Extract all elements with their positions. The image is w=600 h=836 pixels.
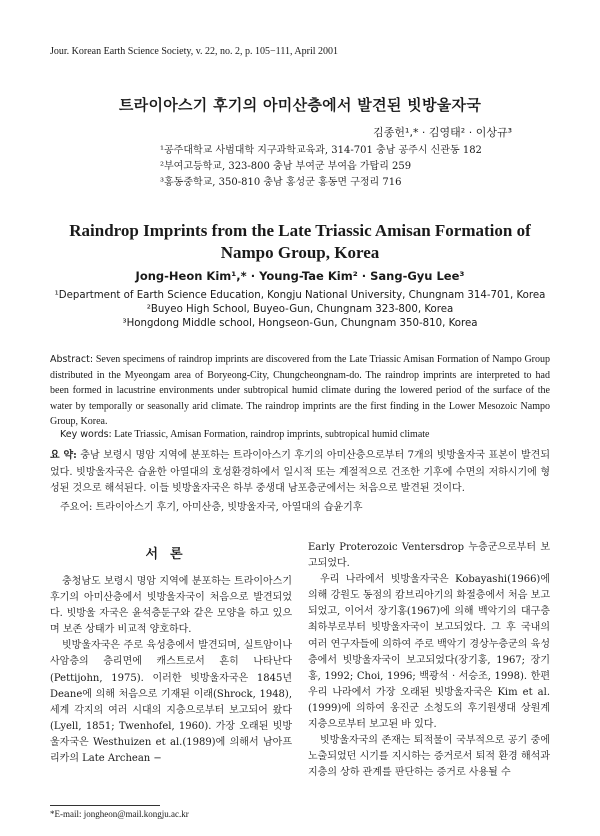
- abstract-label: Abstract:: [50, 354, 94, 365]
- left-paragraph-1: 충청남도 보령시 명암 지역에 분포하는 트라이아스기 후기의 아미산층에서 빗방울자국이 처음으로 발견되었다. 빗방울 자국은 윤석층둔구와 같은 모양을 하고 있으며 보존 상태가 비교적 양호하다.: [50, 576, 292, 636]
- korean-abstract-text: 충남 보령시 명암 지역에 분포하는 트라이아스기 후기의 아미산층으로부터 7개의 빗방울자국 표본이 발견되었다. 빗방울자국은 습윤한 아열대의 호성환경하에서 일시적 또는 계절적으로 건조한 기후에 수면의 저하시기에 형성된 것으로 해석된다. 이들 빗방울자국은 하부 중생대 남포층군에서는 처음으로 발견된 것이다.: [50, 450, 550, 494]
- english-authors: Jong-Heon Kim¹,* · Young-Tae Kim² · Sang-Gyu Lee³: [135, 269, 465, 283]
- korean-affiliation-2: ²부여고등학교, 323-800 충남 부여군 부여읍 가탑리 259: [160, 161, 412, 172]
- keywords-text: Late Triassic, Amisan Formation, raindrop imprints, subtropical humid climate: [114, 429, 430, 440]
- english-affiliation-1: ¹Department of Earth Science Education, Kongju National University, Chungnam 314-701, Korea: [54, 290, 546, 301]
- right-paragraph-1: Early Proterozoic Ventersdrop 누층군으로부터 보고되었다.: [308, 542, 550, 570]
- left-paragraph-2: 빗방울자국은 주로 육성층에서 발견되며, 실트암이나 사암층의 층리면에 캐스트로서 흔히 나타난다(Pettijohn, 1975). 이러한 빗방울자국은 1845년 Deane에 의해 처음으로 기재된 이래(Shrock, 1948), 세계 각지의 여러 시대의 지층으로부터 보고되어 왔다(Lyell, 1851; Twenhofel, 1960). 가장 오래된 빗방울자국은 Westhuizen et al.(1989)에 의해서 남아프리카의 Late Archean −: [50, 640, 292, 765]
- korean-authors: 김종헌¹,* · 김영태² · 이상규³: [373, 126, 512, 139]
- korean-keywords-label: 주요어:: [60, 502, 93, 513]
- english-title: [0, 220, 600, 264]
- english-title-line-1: Raindrop Imprints from the Late Triassic Amisan Formation of: [69, 221, 531, 240]
- english-affiliation-3: ³Hongdong Middle school, Hongseon-Gun, Chungnam 350-810, Korea: [122, 318, 478, 329]
- footnote-email: *E-mail: jongheon@mail.kongju.ac.kr: [50, 809, 189, 819]
- korean-keywords-text: 트라이아스기 후기, 아미산층, 빗방울자국, 아열대의 습윤기후: [95, 502, 363, 513]
- footnote-divider: [50, 805, 160, 806]
- right-paragraph-3: 빗방울자국의 존재는 퇴적물이 국부적으로 공기 중에 노출되었던 시기를 지시하는 증거로서 퇴적 환경 해석과 지층의 상하 관계를 판단하는 증거로 사용될 수: [308, 735, 550, 779]
- right-paragraph-2: 우리 나라에서 빗방울자국은 Kobayashi(1966)에 의해 강원도 동점의 캄브리아기의 화절층에서 처음 보고되었고, 이어서 장기홍(1967)에 의해 백악기의 대구층 최하부로부터 빗방울자국이 보고되었다. 그 후 국내의 여러 연구자들에 의하여 주로 백악기 경상누층군의 육성층에서 빗방울자국이 보고되었다(장기홍, 1967; 장기홍, 1992; Choi, 1996; 백광석 · 서승조, 1998). 한편 우리 나라에서 가장 오래된 빗방울자국은 Kim et al.(1999)에 의하여 옹진군 소청도의 후기원생대 상원계 지층으로부터 보고된 바 있다.: [308, 574, 550, 731]
- journal-citation: Jour. Korean Earth Science Society, v. 22, no. 2, p. 105−111, April 2001: [50, 46, 338, 57]
- korean-abstract-label: 요 약:: [50, 450, 77, 461]
- keywords-label: Key words:: [60, 429, 112, 440]
- english-keywords: [50, 429, 550, 440]
- abstract-text: Seven specimens of raindrop imprints are discovered from the Late Triassic Amisan Formation of Nampo Group distributed in the Myeongam area of Boryeong-City, Chungcheongnam-do. The raindrop imprints are interpreted to had been formed in lacustrine environments under subtropical humid climate during the lowered period of the surface of the water by temporally or seasonally arid climate. The raindrop imprints are the first finding in the Lower Mesozoic Nampo Group, Korea.: [50, 354, 550, 427]
- korean-affiliation-3: ³홍동중학교, 350-810 충남 홍성군 홍동면 구정리 716: [160, 177, 402, 188]
- korean-keywords: [60, 498, 550, 513]
- english-affiliation-2: ²Buyeo High School, Buyeo-Gun, Chungnam 323-800, Korea: [146, 304, 454, 315]
- left-column: [50, 574, 292, 767]
- section-title-introduction: 서론: [145, 547, 195, 562]
- korean-title: 트라이아스기 후기의 아미산층에서 발견된 빗방울자국: [118, 96, 482, 114]
- english-title-line-2: Nampo Group, Korea: [220, 243, 380, 262]
- korean-abstract: [50, 448, 550, 498]
- korean-affiliation-1: ¹공주대학교 사범대학 지구과학교육과, 314-701 충남 공주시 신관동 182: [160, 145, 482, 156]
- right-column: [308, 540, 550, 781]
- english-abstract: [50, 352, 550, 430]
